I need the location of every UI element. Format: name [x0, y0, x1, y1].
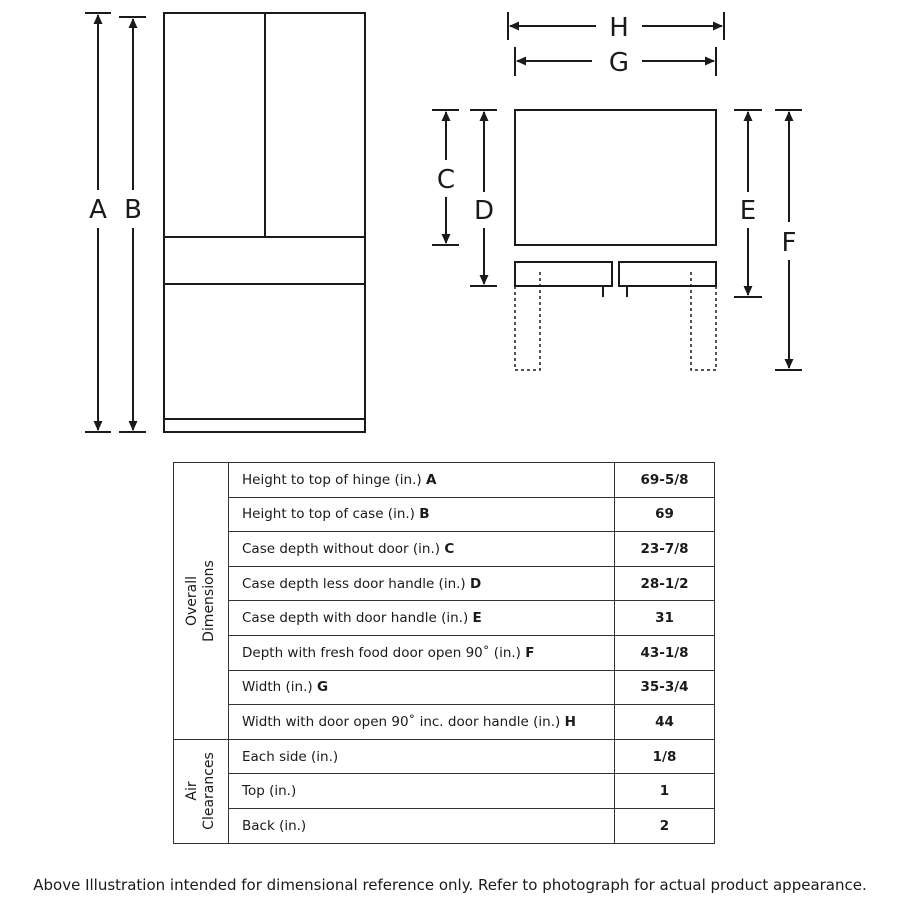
table-row: [174, 739, 715, 774]
group-label-line: Air: [184, 781, 200, 801]
dimension-letter: H: [564, 713, 576, 730]
description-text: Case depth without door (in.): [242, 540, 441, 557]
top-view: [515, 110, 716, 297]
group-label: [184, 560, 218, 642]
dimension-value: 1/8: [615, 739, 715, 774]
dimension-value: 2: [615, 808, 715, 843]
group-label-line: Dimensions: [201, 560, 217, 642]
dimension-value: 23-7/8: [615, 532, 715, 567]
dimension-value: 43-1/8: [615, 635, 715, 670]
footnote: Above Illustration intended for dimensional reference only. Refer to photograph for actual product appearance.: [33, 876, 867, 894]
label-b: B: [124, 195, 142, 225]
dimension-description: [229, 705, 615, 740]
table-row: [174, 566, 715, 601]
dimension-value: 28-1/2: [615, 566, 715, 601]
group-label: [184, 752, 218, 830]
table-row: [174, 774, 715, 809]
label-h: H: [609, 13, 629, 43]
table-row: [174, 532, 715, 567]
dimension-value: 31: [615, 601, 715, 636]
dimension-letter: E: [472, 610, 482, 627]
description-text: Height to top of case (in.): [242, 506, 415, 523]
dimension-description: [229, 566, 615, 601]
table-row: [174, 601, 715, 636]
group-label-line: Clearances: [201, 752, 217, 830]
description-text: Case depth with door handle (in.): [242, 610, 469, 627]
dimension-value: 1: [615, 774, 715, 809]
group-cell: [174, 463, 229, 740]
description-text: Each side (in.): [242, 748, 339, 765]
dimension-value: 35-3/4: [615, 670, 715, 705]
dimension-letter: G: [316, 679, 329, 696]
dimension-description: [229, 635, 615, 670]
dimension-letter: C: [444, 540, 455, 557]
label-g: G: [608, 48, 630, 78]
table-row: [174, 808, 715, 843]
dimension-description: [229, 601, 615, 636]
dimension-value: 69-5/8: [615, 463, 715, 498]
label-e: E: [739, 196, 757, 226]
group-label-line: Overall: [184, 575, 200, 626]
label-d: D: [473, 196, 495, 226]
label-f: F: [781, 228, 797, 258]
table-row: [174, 497, 715, 532]
dimension-description: [229, 532, 615, 567]
table-row: [174, 635, 715, 670]
dimension-value: 69: [615, 497, 715, 532]
description-text: Case depth less door handle (in.): [242, 575, 466, 592]
description-text: Top (in.): [242, 783, 297, 800]
dimension-letter: B: [419, 506, 430, 523]
dimension-description: [229, 463, 615, 498]
dimension-letter: D: [470, 575, 482, 592]
table-row: [174, 705, 715, 740]
dimension-letter: A: [425, 471, 437, 488]
dimension-description: [229, 774, 615, 809]
label-a: A: [89, 195, 107, 225]
table-row: [174, 463, 715, 498]
description-text: Height to top of hinge (in.): [242, 471, 422, 488]
dimension-description: [229, 497, 615, 532]
description-text: Width with door open 90˚ inc. door handle (in.): [242, 713, 561, 730]
description-text: Depth with fresh food door open 90˚ (in.): [242, 644, 521, 661]
description-text: Back (in.): [242, 817, 307, 834]
right-door-top: [619, 262, 716, 286]
dimensions-table: [173, 462, 715, 844]
front-view: [164, 13, 365, 432]
group-cell: [174, 739, 229, 843]
case-top: [515, 110, 716, 245]
dimension-description: [229, 739, 615, 774]
table-row: [174, 670, 715, 705]
label-c: C: [436, 165, 456, 195]
dimension-description: [229, 670, 615, 705]
dimension-letter: F: [525, 644, 535, 661]
dimension-description: [229, 808, 615, 843]
left-door-top: [515, 262, 612, 286]
dimension-value: 44: [615, 705, 715, 740]
description-text: Width (in.): [242, 679, 313, 696]
